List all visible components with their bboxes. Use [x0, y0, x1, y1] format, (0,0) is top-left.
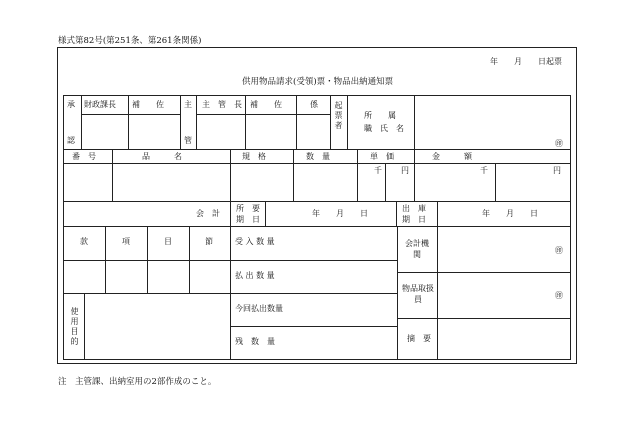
shu-label-bottom: 管 — [184, 136, 192, 145]
shokushimei-label: 職 氏 名 — [364, 124, 404, 133]
ko-label: 項 — [122, 237, 130, 246]
col-kingaku: 金 額 — [432, 152, 472, 161]
shoyo-date: 年 月 日 — [312, 209, 368, 218]
zaisei-kacho-label: 財政課長 — [84, 100, 116, 109]
seal-mark-buppin: ㊞ — [555, 291, 563, 300]
seal-mark-kaikei: ㊞ — [555, 246, 563, 255]
haraidashi-label: 払 出 数 量 — [235, 271, 275, 280]
unit-sen-2: 千 — [480, 166, 488, 175]
main-table — [63, 95, 571, 360]
kaikei-kikan-label: 会計機関 — [405, 239, 429, 260]
seal-mark-approval: ㊞ — [555, 139, 563, 148]
approval-label-bottom: 認 — [67, 136, 75, 145]
form-code: 様式第82号(第251条、第261条関係) — [58, 36, 202, 46]
col-kikaku: 規 格 — [242, 152, 266, 161]
kihyo-label: 起票者 — [334, 101, 343, 131]
approval-label-top: 承 — [67, 100, 75, 109]
unit-sen-1: 千 — [374, 166, 382, 175]
shutsuko-date: 年 月 日 — [482, 209, 538, 218]
kijitsu-label: 期 日 — [236, 215, 260, 224]
shukan-cho-label: 主 管 長 — [202, 100, 242, 109]
moku-label: 目 — [164, 237, 172, 246]
zan-label: 残 数 量 — [235, 337, 275, 346]
purpose-label: 使用目的 — [70, 307, 79, 347]
unit-en-1: 円 — [401, 166, 409, 175]
col-tanka: 単 価 — [370, 152, 394, 161]
total-label: 会 計 — [196, 209, 220, 218]
hosa-label-1: 補 佐 — [132, 100, 164, 109]
col-suryo: 数 量 — [306, 152, 330, 161]
hosa-label-2: 補 佐 — [250, 100, 282, 109]
footnote: 注 主管課、出納室用の2部作成のこと。 — [58, 377, 217, 387]
kijitsu2-label: 期 日 — [402, 215, 426, 224]
kakari-label: 係 — [310, 100, 318, 109]
col-bango: 番 号 — [72, 152, 96, 161]
shu-label-top: 主 — [184, 100, 192, 109]
kan-label: 款 — [80, 237, 88, 246]
ukeire-label: 受 入 数 量 — [235, 237, 275, 246]
unit-en-2: 円 — [553, 166, 561, 175]
form-title: 供用物品請求(受領)票・物品出納通知票 — [242, 77, 394, 87]
tekiyo-label: 摘 要 — [407, 334, 431, 343]
date-line: 年 月 日起票 — [490, 57, 562, 66]
shozoku-label: 所 属 — [364, 111, 396, 120]
buppin-toriatsukai-label: 物品取扱員 — [402, 284, 434, 305]
shoyo-label: 所 要 — [236, 204, 260, 213]
shutsuko-label: 出 庫 — [402, 204, 426, 213]
col-hin: 品 名 — [142, 152, 182, 161]
konkai-label: 今回払出数量 — [235, 304, 283, 313]
setsu-label: 節 — [205, 237, 213, 246]
